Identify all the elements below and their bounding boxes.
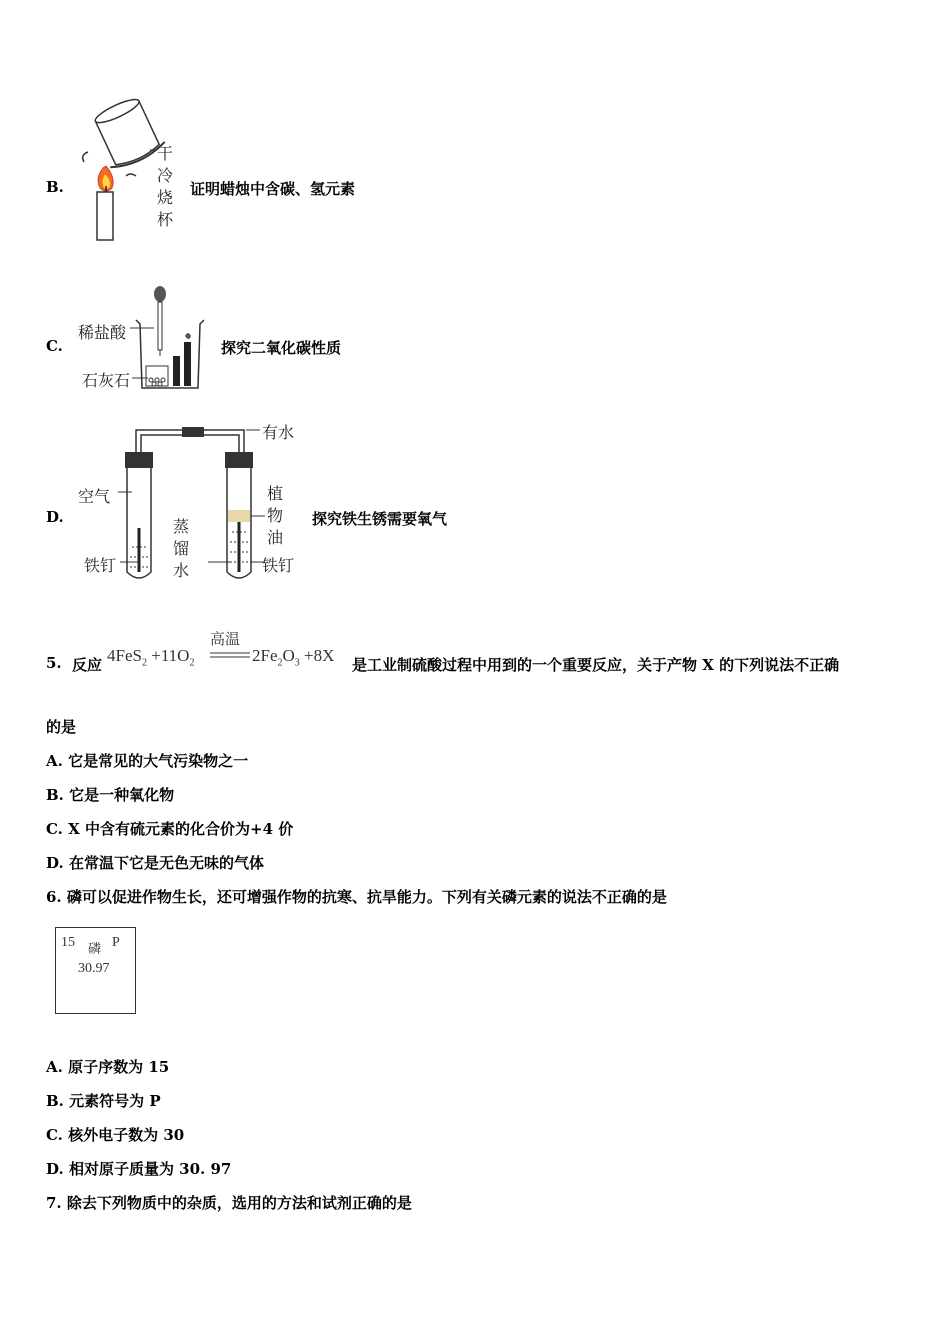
q5-option-a: A. 它是常见的大气污染物之一	[46, 752, 249, 770]
q5-products: $2Fe_2O_3 +8X$	[252, 646, 335, 669]
label-dilute-hcl: 稀盐酸	[78, 323, 127, 342]
element-name: 磷	[88, 941, 102, 956]
option-d-letter: D.	[46, 508, 64, 526]
option-c-letter: C.	[46, 337, 63, 355]
q6-option-d: D. 相对原子质量为 30. 97	[46, 1160, 232, 1178]
q5-stem: 是工业制硫酸过程中用到的一个重要反应，关于产物 X 的下列说法不正确	[352, 656, 840, 674]
element-mass: 30.97	[78, 961, 110, 976]
option-d-caption: 探究铁生锈需要氧气	[312, 510, 448, 528]
option-c-caption: 探究二氧化碳性质	[221, 339, 342, 357]
element-atomic-number: 15	[61, 935, 75, 950]
option-b-letter: B.	[46, 178, 64, 196]
label-air: 空气	[78, 487, 111, 506]
q5-option-c: C. X 中含有硫元素的化合价为+4 价	[46, 820, 294, 838]
label-iron-nail-left: 铁钉	[84, 556, 117, 575]
element-symbol: P	[112, 935, 120, 950]
label-veg-oil-2: 物	[266, 506, 283, 525]
label-distilled-water-3: 水	[172, 561, 189, 580]
label-iron-nail-right: 铁钉	[262, 556, 295, 575]
label-veg-oil-3: 油	[266, 528, 283, 547]
element-card	[55, 927, 136, 1014]
beaker-label-char-1: 干	[156, 144, 173, 163]
iron-rust-diagram	[120, 422, 270, 587]
q5-option-d: D. 在常温下它是无色无味的气体	[46, 854, 264, 872]
label-limestone: 石灰石	[82, 371, 131, 390]
label-has-water: 有水	[262, 423, 295, 442]
q5-equal-sign	[210, 652, 250, 658]
beaker-label-char-2: 冷	[156, 166, 173, 185]
q5-option-b: B. 它是一种氧化物	[46, 786, 175, 804]
q5-number: 5.	[46, 654, 62, 672]
q6-stem: 6. 磷可以促进作物生长，还可增强作物的抗寒、抗旱能力。下列有关磷元素的说法不正确的是	[46, 888, 667, 906]
q6-option-b: B. 元素符号为 P	[46, 1092, 161, 1110]
option-b-caption: 证明蜡烛中含碳、氢元素	[190, 180, 356, 198]
q7-stem: 7. 除去下列物质中的杂质，选用的方法和试剂正确的是	[46, 1194, 412, 1212]
label-distilled-water-1: 蒸	[172, 517, 189, 536]
q6-option-c: C. 核外电子数为 30	[46, 1126, 185, 1144]
q5-condition: 高温	[210, 632, 241, 648]
beaker-label-char-3: 烧	[156, 188, 173, 207]
q5-stem-cont: 的是	[46, 718, 77, 736]
beaker-label-char-4: 杯	[156, 210, 173, 229]
label-distilled-water-2: 馏	[172, 539, 189, 558]
label-veg-oil-1: 植	[266, 484, 283, 503]
q5-lead: 反应	[72, 656, 103, 674]
q5-equation: $4FeS_2 +11O_2$	[107, 646, 195, 669]
q6-option-a: A. 原子序数为 15	[46, 1058, 170, 1076]
